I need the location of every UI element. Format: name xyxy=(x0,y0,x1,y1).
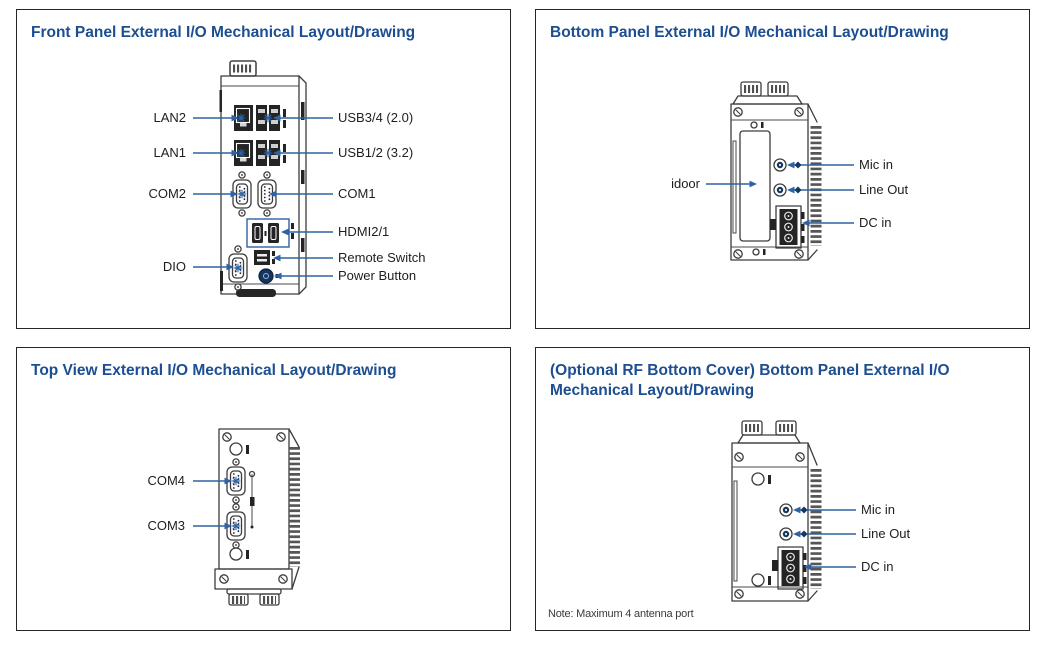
mic-in-jack xyxy=(774,159,786,171)
idoor-slot xyxy=(740,131,770,241)
rf-bottom-figure xyxy=(536,348,1029,630)
front-panel-drawing xyxy=(17,10,512,330)
label-dio: DIO xyxy=(162,259,186,275)
panel-title: (Optional RF Bottom Cover) Bottom Panel External I/O Mechanical Layout/Drawing xyxy=(550,362,950,400)
dc-in-terminal xyxy=(770,206,805,248)
panel-bottom-io xyxy=(535,9,1030,329)
mic-in-jack xyxy=(780,504,792,516)
panel-title: Front Panel External I/O Mechanical Layout/Drawing xyxy=(31,24,416,41)
panel-front-io xyxy=(16,9,511,329)
label-com1: COM1 xyxy=(338,186,376,202)
line-out-jack xyxy=(774,184,786,196)
label-remote-switch: Remote Switch xyxy=(338,250,426,266)
rf-bottom-drawing xyxy=(536,348,1031,632)
device-outline xyxy=(731,82,817,260)
remote-switch-connector xyxy=(254,250,275,265)
panel-rf-bottom-io xyxy=(535,347,1030,631)
bottom-panel-figure xyxy=(536,10,1029,328)
bottom-connectors xyxy=(770,159,805,248)
label-lan2: LAN2 xyxy=(153,110,186,126)
antenna-note: Note: Maximum 4 antenna port xyxy=(548,608,694,620)
label-usb12: USB1/2 (3.2) xyxy=(338,145,414,161)
hdmi1-port xyxy=(268,223,279,243)
label-line-out: Line Out xyxy=(861,526,911,542)
front-connectors xyxy=(229,105,294,290)
label-dc-in: DC in xyxy=(859,215,892,231)
panel-title: Bottom Panel External I/O Mechanical Layout/Drawing xyxy=(550,24,949,41)
panel-title: Top View External I/O Mechanical Layout/Drawing xyxy=(31,362,397,379)
label-com4: COM4 xyxy=(147,473,185,489)
label-lan1: LAN1 xyxy=(153,145,186,161)
antenna-hole-bottom xyxy=(752,574,764,586)
top-view-drawing xyxy=(17,348,512,632)
bottom-panel-drawing xyxy=(536,10,1031,330)
rf-bottom-connectors xyxy=(772,504,807,589)
top-view-figure xyxy=(17,348,510,630)
antenna-hole-top xyxy=(752,473,764,485)
dc-in-terminal xyxy=(772,547,807,589)
label-com2: COM2 xyxy=(148,186,186,202)
label-dc-in: DC in xyxy=(861,559,894,575)
panel-top-view-io xyxy=(16,347,511,631)
label-com3: COM3 xyxy=(147,518,185,534)
label-line-out: Line Out xyxy=(859,182,909,198)
label-power-button: Power Button xyxy=(338,268,417,284)
line-out-jack xyxy=(780,528,792,540)
label-mic-in: Mic in xyxy=(859,157,893,173)
label-usb34: USB3/4 (2.0) xyxy=(338,110,414,126)
hdmi2-port xyxy=(252,223,263,243)
label-hdmi: HDMI2/1 xyxy=(338,224,390,240)
label-idoor: idoor xyxy=(671,176,700,192)
top-connectors xyxy=(227,459,245,548)
label-mic-in: Mic in xyxy=(861,502,895,518)
front-panel-figure xyxy=(17,10,510,328)
